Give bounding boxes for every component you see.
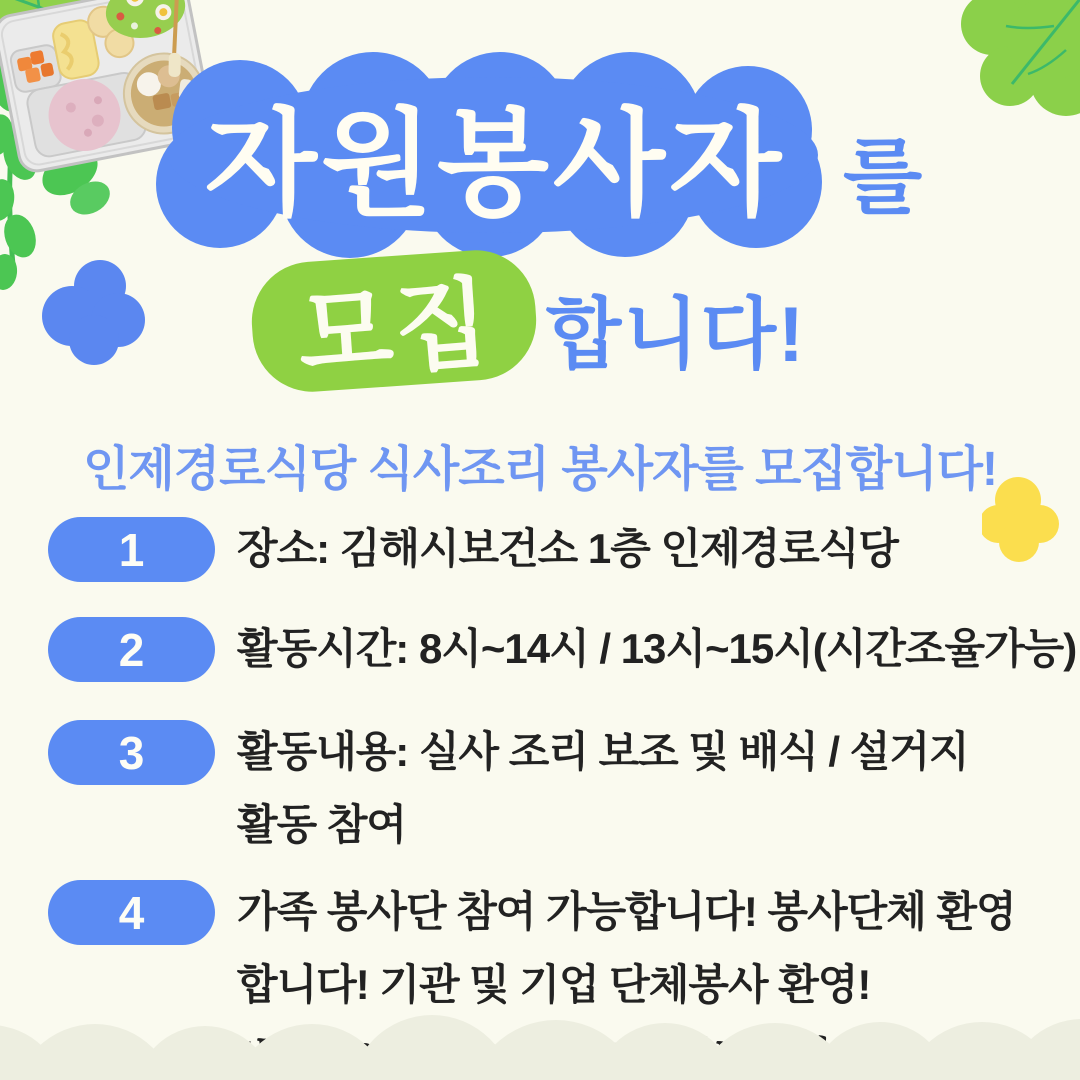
item-number-badge: [48, 517, 215, 582]
item-number: 3: [118, 726, 145, 779]
scallop-border: [0, 1000, 1080, 1080]
item-text: 가족 봉사단 참여 가능합니다! 봉사단체 환영: [237, 888, 1016, 935]
list-item-3: [48, 720, 969, 861]
item-text: 합니다! 기관 및 기업 단체봉사 환영!: [237, 961, 871, 1008]
item-number: 2: [118, 623, 145, 676]
item-number: 4: [118, 886, 145, 939]
item-text: 활동내용: 실사 조리 보조 및 배식 / 설거지: [237, 728, 969, 775]
item-text: 활동시간: 8시~14시 / 13시~15시(시간조율가능): [237, 625, 1077, 672]
poster-subtitle: 인제경로식당 식사조리 봉사자를 모집합니다!: [83, 443, 997, 496]
item-number-badge: [48, 617, 215, 682]
title-suffix: 합니다!: [546, 290, 807, 378]
item-text: 장소: 김해시보건소 1층 인제경로식당: [237, 525, 898, 572]
item-number: 1: [118, 523, 145, 576]
item-text: 활동 참여: [237, 801, 406, 848]
list-item-2: [48, 617, 1076, 685]
recruit-badge-label: 모집: [294, 266, 495, 391]
item-number-badge: [48, 880, 215, 945]
item-number-badge: [48, 720, 215, 785]
list-item-1: [48, 517, 898, 585]
yellow-flower-icon: [982, 474, 1062, 574]
title-particle: 를: [843, 132, 923, 223]
blue-flower-icon: [42, 258, 152, 368]
poster-title: 자원봉사자: [204, 99, 786, 229]
oak-leaf-icon: [954, 0, 1080, 124]
recruit-badge: [248, 246, 540, 395]
